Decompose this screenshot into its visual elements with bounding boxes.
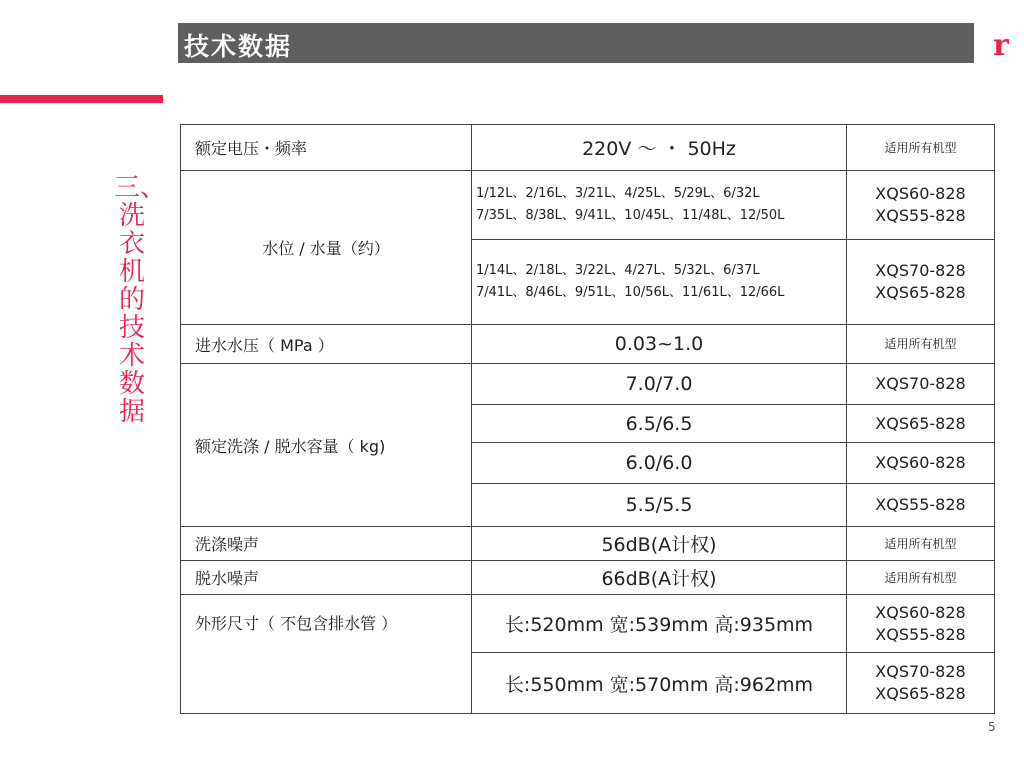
row-label: 额定电压・频率: [181, 125, 472, 171]
row-applies: 适用所有机型: [847, 325, 995, 364]
model-cell: [847, 595, 995, 653]
water-level-values-b: [472, 240, 847, 325]
header-bar: [178, 23, 974, 63]
model-label: XQS70-828: [875, 662, 966, 681]
table-row-spin-noise: [181, 561, 995, 595]
table-row-inlet-pressure: [181, 325, 995, 364]
row-value: 66dB(A计权): [472, 561, 847, 595]
water-level-line: 1/14L、2/18L、3/22L、4/27L、5/32L、6/37L: [476, 263, 760, 278]
section-title: 三、洗衣机的技术数据: [114, 173, 167, 427]
model-cell: [847, 240, 995, 325]
model-label: XQS55-828: [847, 484, 995, 527]
row-label: 进水水压（ MPa ）: [181, 325, 472, 364]
row-label: 外形尺寸（ 不包含排水管 ）: [181, 595, 472, 714]
table-row-dimensions-1: [181, 595, 995, 653]
row-label: 水位 / 水量（约）: [181, 171, 472, 325]
row-value: 7.0/7.0: [472, 364, 847, 405]
row-applies: 适用所有机型: [847, 561, 995, 595]
row-label: 额定洗涤 / 脱水容量（ kg): [181, 364, 472, 527]
model-label: XQS60-828: [875, 184, 966, 203]
row-value: 长:520mm 宽:539mm 高:935mm: [472, 595, 847, 653]
model-label: XQS65-828: [875, 684, 966, 703]
table-row-wash-noise: [181, 527, 995, 561]
row-value: 56dB(A计权): [472, 527, 847, 561]
model-label: XQS60-828: [847, 443, 995, 484]
water-level-values-a: [472, 171, 847, 240]
accent-divider: [0, 95, 163, 103]
model-label: XQS70-828: [847, 364, 995, 405]
page-number: 5: [988, 720, 996, 734]
model-label: XQS65-828: [875, 283, 966, 302]
row-value: 0.03~1.0: [472, 325, 847, 364]
spec-table: [180, 124, 995, 714]
table-row-water-level-a: [181, 171, 995, 240]
table-row-capacity-1: [181, 364, 995, 405]
model-label: XQS55-828: [875, 206, 966, 225]
model-cell: [847, 171, 995, 240]
row-value: 6.5/6.5: [472, 405, 847, 443]
corner-logo-mark: r: [993, 28, 1009, 63]
model-label: XQS60-828: [875, 602, 966, 622]
row-label: 洗涤噪声: [181, 527, 472, 561]
page-title: 技术数据: [184, 32, 293, 61]
row-value: 长:550mm 宽:570mm 高:962mm: [472, 653, 847, 714]
water-level-line: 7/41L、8/46L、9/51L、10/56L、11/61L、12/66L: [476, 285, 785, 300]
row-value: 6.0/6.0: [472, 443, 847, 484]
model-label: XQS65-828: [847, 405, 995, 443]
water-level-line: 1/12L、2/16L、3/21L、4/25L、5/29L、6/32L: [476, 186, 760, 201]
row-value: 220V ～ ・ 50Hz: [472, 125, 847, 171]
row-label: 脱水噪声: [181, 561, 472, 595]
water-level-line: 7/35L、8/38L、9/41L、10/45L、11/48L、12/50L: [476, 208, 785, 223]
model-label: XQS70-828: [875, 261, 966, 280]
model-label: XQS55-828: [875, 624, 966, 644]
row-value: 5.5/5.5: [472, 484, 847, 527]
row-applies: 适用所有机型: [847, 527, 995, 561]
row-applies: 适用所有机型: [847, 125, 995, 171]
table-row-rated-voltage: [181, 125, 995, 171]
model-cell: [847, 653, 995, 714]
